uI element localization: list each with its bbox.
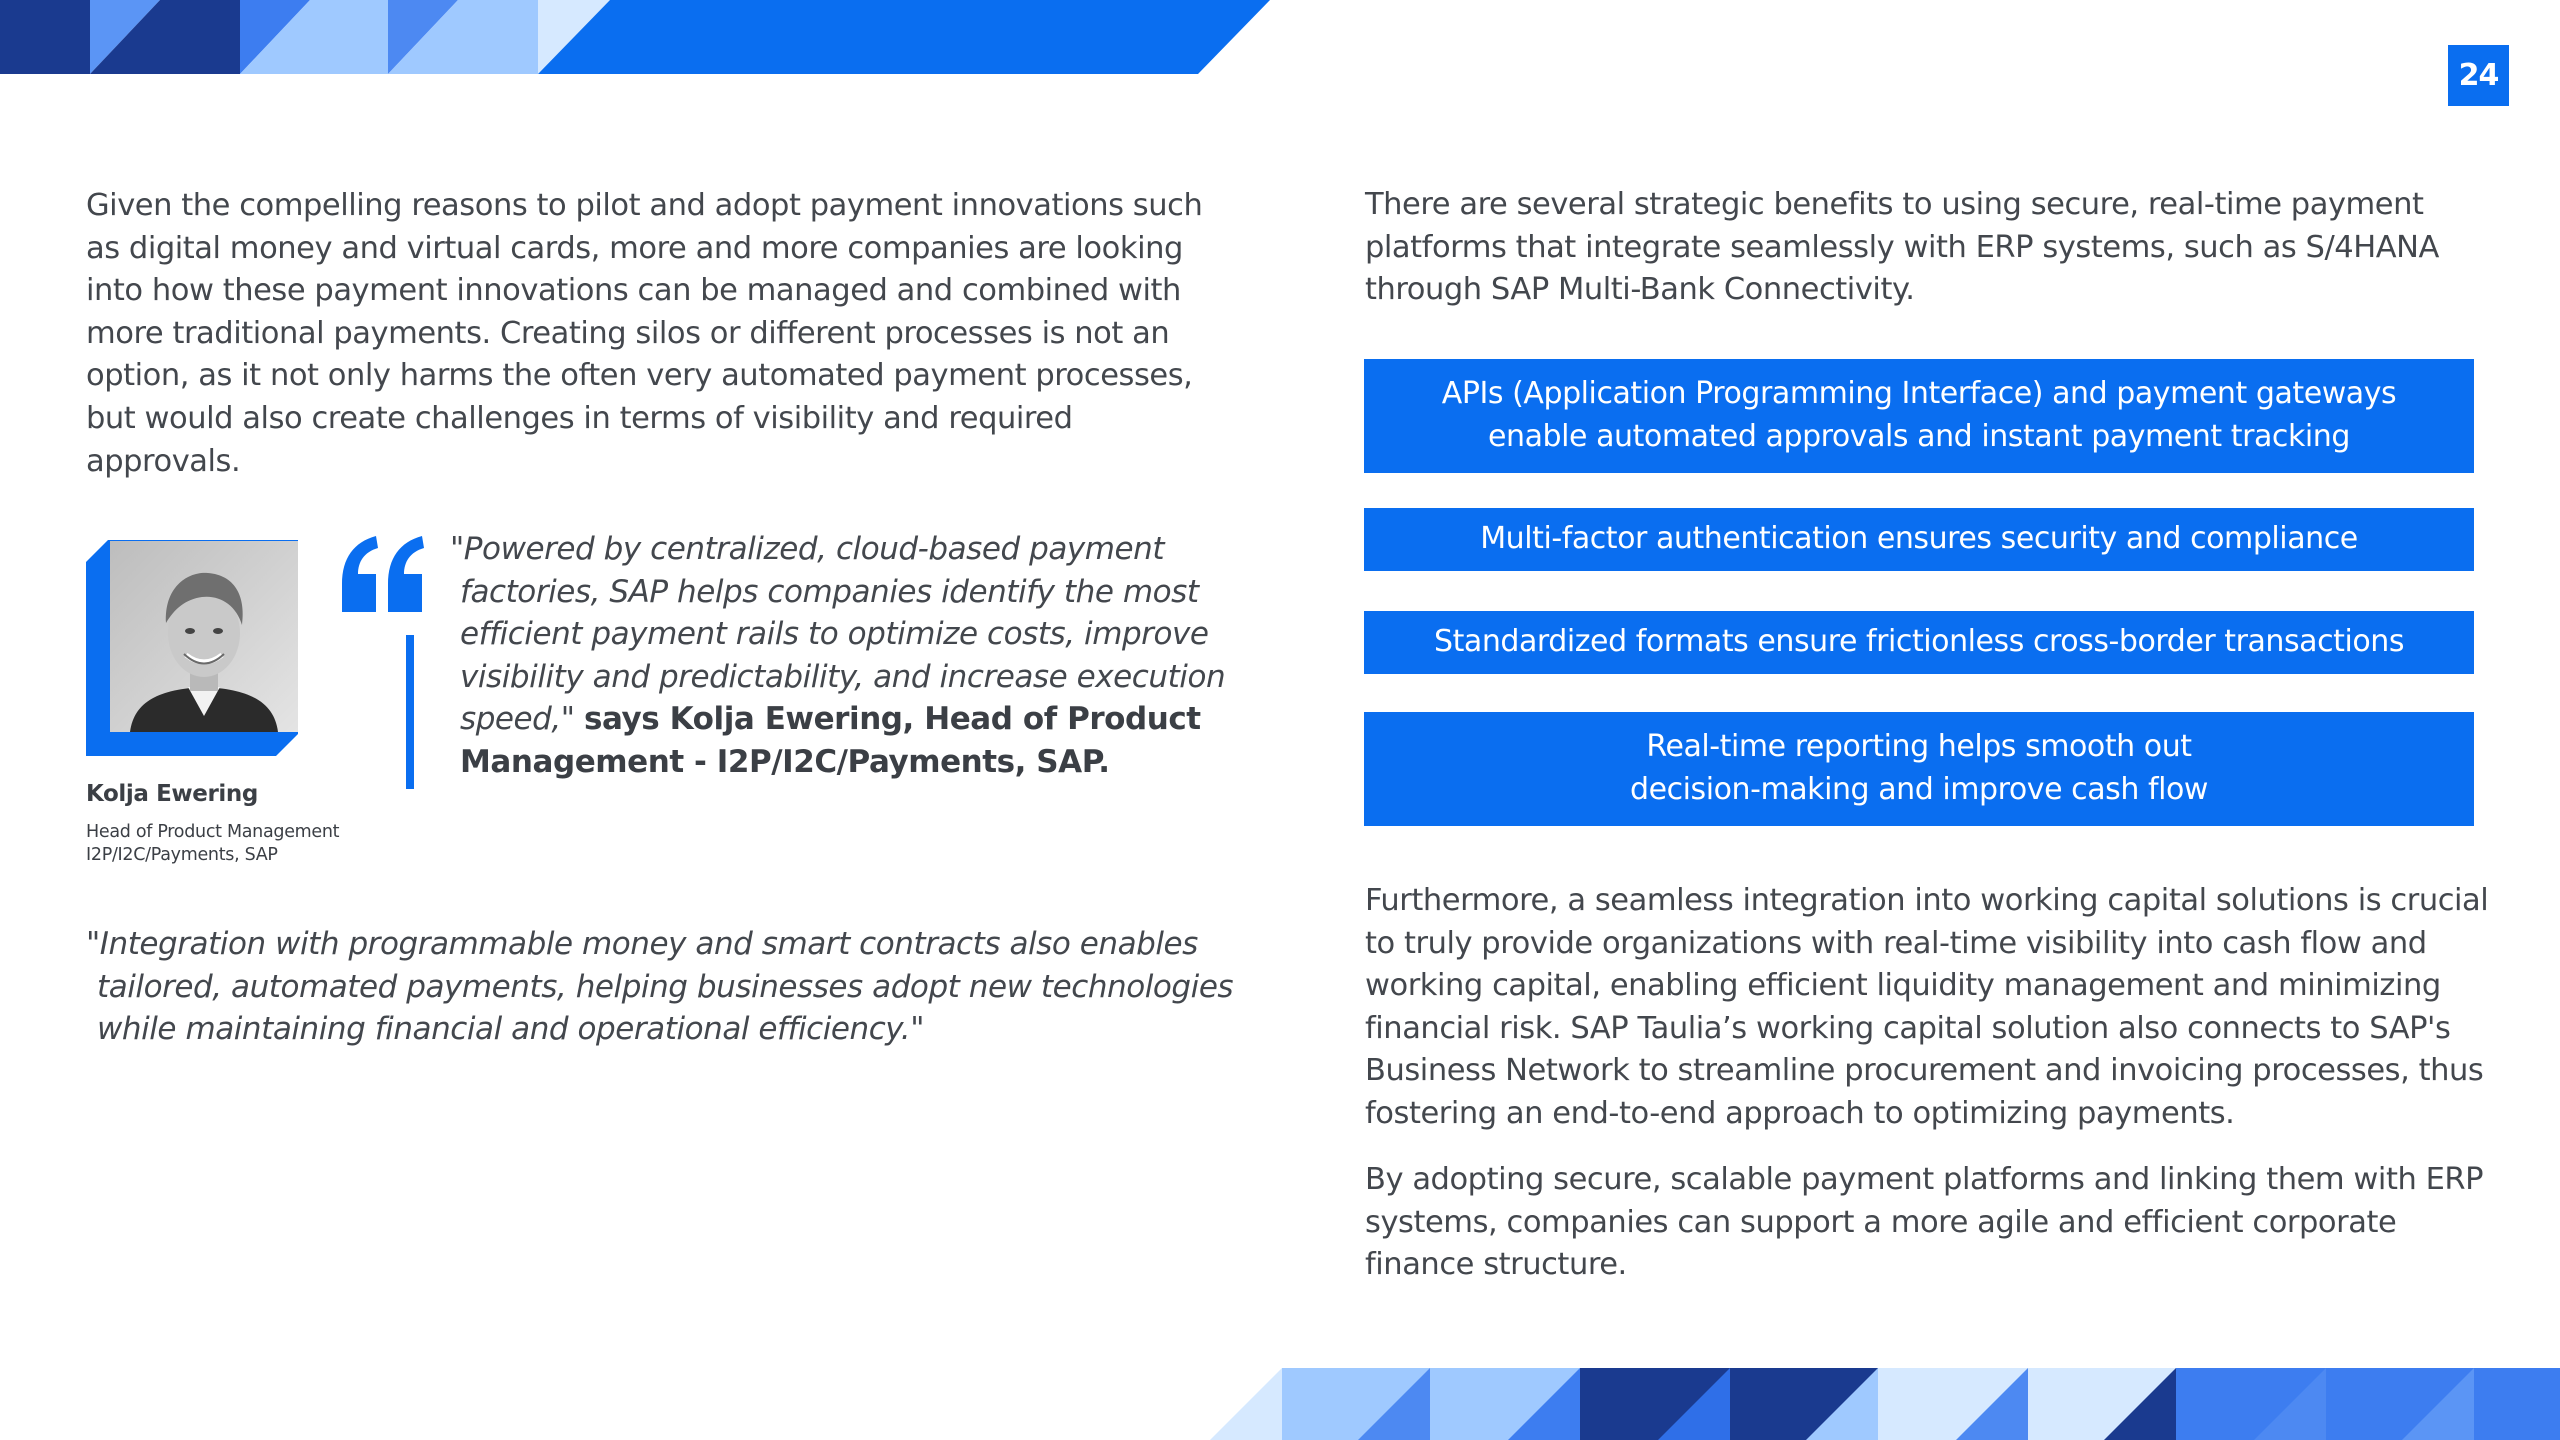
conclusion-paragraph: By adopting secure, scalable payment platforms and linking them with ERP systems, companies can support a more agile and efficient corporate finance structure. <box>1365 1162 2484 1283</box>
top-decorative-banner <box>0 0 1275 74</box>
working-capital-paragraph: Furthermore, a seamless integration into working capital solutions is crucial to truly provide organizations with real-time visibility into cash flow and working capital, enabling efficient liquidity management and minimizing financial risk. SAP Taulia’s working capital solution also connects to SAP's Business Network to streamline procurement and invoicing processes, thus fostering an end-to-end approach to optimizing payments. <box>1365 883 2489 1131</box>
benefit-box-real-time-reporting <box>1364 712 2474 826</box>
speaker-title-line-2: I2P/I2C/Payments, SAP <box>86 845 278 865</box>
benefit-box-standardized-formats <box>1364 611 2474 674</box>
speaker-photo-frame <box>86 540 298 756</box>
benefit-2-text: Multi-factor authentication ensures security and compliance <box>1480 521 2358 557</box>
benefit-1-line-1: APIs (Application Programming Interface) and payment gateways <box>1441 376 2397 412</box>
second-quote: "Integration with programmable money and smart contracts also enables tailored, automated payments, helping businesses adopt new technologies while maintaining financial and operational efficiency." <box>86 926 1234 1048</box>
quote-mark-icon <box>338 534 428 614</box>
speaker-name: Kolja Ewering <box>86 781 258 807</box>
benefit-3-text: Standardized formats ensure frictionless cross-border transactions <box>1434 624 2404 660</box>
pull-quote-attribution: says Kolja Ewering, Head of Product Management - I2P/I2C/Payments, SAP. <box>460 701 1201 780</box>
left-intro-paragraph: Given the compelling reasons to pilot and adopt payment innovations such as digital money and virtual cards, more and more companies are looking into how these payment innovations can be managed and combined with more traditional payments. Creating silos or different processes is not an option, as it not only harms the often very automated payment processes, but would also create challenges in terms of visibility and required approvals. <box>86 188 1203 479</box>
benefit-4-line-2: decision-making and improve cash flow <box>1630 772 2208 807</box>
right-intro-paragraph: There are several strategic benefits to using secure, real-time payment platforms that integrate seamlessly with ERP systems, such as S/4HANA through SAP Multi-Bank Connectivity. <box>1365 187 2439 308</box>
benefit-box-apis <box>1364 359 2474 473</box>
pull-quote-text: "Powered by centralized, cloud-based payment factories, SAP helps companies identify the most efficient payment rails to optimize costs, improve visibility and predictability, and increase execution speed," <box>450 531 1226 738</box>
benefit-1-line-2: enable automated approvals and instant payment tracking <box>1488 419 2350 454</box>
pull-quote <box>448 528 1260 784</box>
benefit-box-mfa <box>1364 508 2474 571</box>
quote-vertical-bar <box>406 635 414 789</box>
benefit-4-line-1: Real-time reporting helps smooth out <box>1646 729 2192 765</box>
bottom-decorative-banner <box>1210 1368 2560 1440</box>
portrait-photo <box>110 541 298 732</box>
speaker-title <box>86 821 406 867</box>
speaker-title-line-1: Head of Product Management <box>86 822 340 842</box>
page-number: 24 <box>2448 45 2509 106</box>
